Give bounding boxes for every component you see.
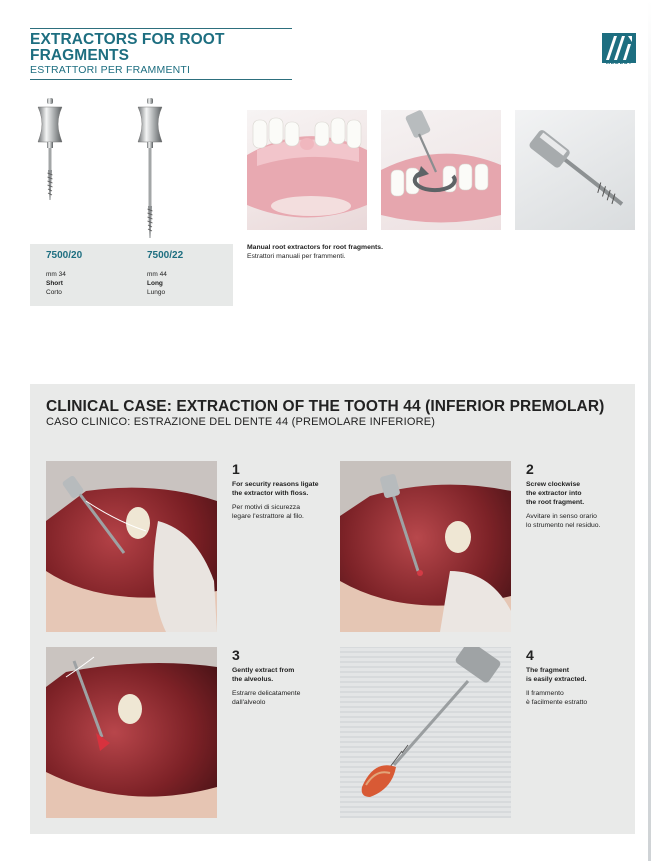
page-header	[30, 28, 292, 80]
page-subtitle: ESTRATTORI PER FRAMMENTI	[30, 64, 191, 76]
step-number: 2	[526, 461, 534, 477]
product-spec-long	[147, 250, 183, 297]
product-images	[30, 90, 233, 244]
product-code: 7500/22	[147, 250, 184, 261]
product-size: mm 44	[147, 271, 167, 278]
step-3-text	[232, 647, 322, 707]
caption-it: Estrattori manuali per frammenti.	[247, 253, 346, 260]
step-text-it: Per motivi di sicurezza legare l'estrattore al filo.	[232, 504, 304, 520]
clinical-case-subtitle: CASO CLINICO: ESTRAZIONE DEL DENTE 44 (PREMOLARE INFERIORE)	[46, 416, 436, 428]
step-number: 1	[232, 461, 240, 477]
step-4-photo	[340, 647, 511, 818]
step-text-it: Il frammento è facilmente estratto	[526, 690, 588, 706]
product-length-en: Long	[147, 280, 163, 287]
product-length-it: Lungo	[147, 289, 166, 296]
step-text-en: The fragment is easily extracted.	[526, 667, 587, 683]
product-spec-box	[30, 244, 233, 306]
product-code: 7500/20	[46, 250, 83, 261]
step-number: 3	[232, 647, 240, 663]
product-caption	[247, 243, 507, 261]
step-text-en: Screw clockwise the extractor into the root fragment.	[526, 481, 585, 506]
extractor-long-image	[132, 98, 168, 244]
clinical-case-panel	[30, 384, 635, 834]
product-spec-short	[46, 250, 82, 297]
product-size: mm 34	[46, 271, 66, 278]
step-2-text	[526, 461, 616, 530]
header-rule-top	[30, 28, 292, 29]
clinical-case-title: CLINICAL CASE: EXTRACTION OF THE TOOTH 44 (INFERIOR PREMOLAR)	[46, 398, 605, 415]
step-2-photo	[340, 461, 511, 632]
step-3-photo	[46, 647, 217, 818]
product-length-en: Short	[46, 280, 63, 287]
product-length-it: Corto	[46, 289, 62, 296]
step-1-text	[232, 461, 322, 521]
brand-name: MEDESY	[605, 60, 633, 66]
photo-extractor-closeup	[515, 110, 635, 230]
step-text-it: Avvitare in senso orario lo strumento nel residuo.	[526, 513, 601, 529]
step-4-text	[526, 647, 616, 707]
page-title: EXTRACTORS FOR ROOT FRAGMENTS	[30, 31, 225, 64]
step-text-it: Estrarre delicatamente dall'alveolo	[232, 690, 301, 706]
step-number: 4	[526, 647, 534, 663]
extractor-short-image	[32, 98, 68, 210]
photo-dental-model	[247, 110, 367, 230]
header-rule-bottom	[30, 79, 292, 80]
step-1-photo	[46, 461, 217, 632]
step-text-en: For security reasons ligate the extractor with floss.	[232, 481, 319, 497]
photo-extractor-model	[381, 110, 501, 230]
caption-en: Manual root extractors for root fragments.	[247, 244, 383, 251]
step-text-en: Gently extract from the alveolus.	[232, 667, 295, 683]
